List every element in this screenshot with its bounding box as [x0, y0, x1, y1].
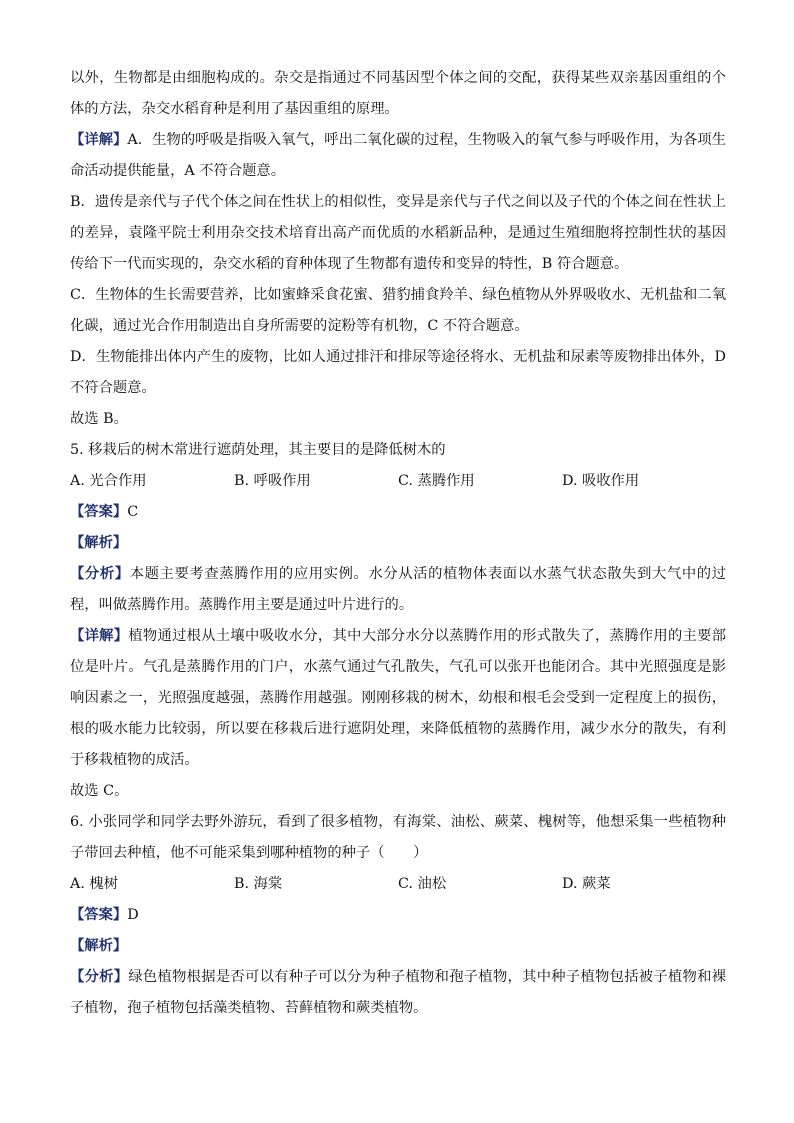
q5-fenxi-text: 本题主要考查蒸腾作用的应用实例。水分从活的植物体表面以水蒸气状态散失到大气中的过程，叫做蒸腾作用。蒸腾作用主要是通过叶片进行的。: [70, 566, 727, 613]
q5-xiangjie-text: 植物通过根从土壤中吸收水分，其中大部分水分以蒸腾作用的形式散失了，蒸腾作用的主要部位是叶片。气孔是蒸腾作用的门户，水蒸气通过气孔散失，气孔可以张开也能闭合。其中光照强度是影响因素之一，光照强度越强，蒸腾作用越强。刚刚移栽的树木，幼根和根毛会受到一定程度上的损伤，根的吸水能力比较弱，所以要在移栽后进行遮阴处理，来降低植物的蒸腾作用，减少水分的散失，有利于移栽植物的成活。: [70, 628, 727, 768]
q5-option-a: A. 光合作用: [70, 473, 147, 489]
question-6-stem: 6. 小张同学和同学去野外游玩，看到了很多植物，有海棠、油松、蕨菜、槐树等，他想采集一些植物种子带回去种植，他不可能采集到哪种植物的种子（ ）: [70, 814, 726, 861]
paragraph-conclusion-b: 故选 B。: [70, 411, 128, 427]
q6-option-b: B. 海棠: [234, 876, 283, 892]
detail-a-text: A．生物的呼吸是指吸入氧气，呼出二氧化碳的过程，生物吸入的氧气参与呼吸作用，为各项生命活动提供能量，A 不符合题意。: [70, 132, 727, 179]
page-content: [70, 63, 726, 1024]
q5-option-d: D. 吸收作用: [562, 473, 640, 489]
q6-answer-value: D: [127, 907, 139, 923]
q5-conclusion: 故选 C。: [70, 783, 129, 799]
answer-tag: 【答案】: [70, 504, 128, 520]
q5-xiangjie: [70, 621, 726, 776]
paragraph-intro: 以外，生物都是由细胞构成的。杂交是指通过不同基因型个体之间的交配，获得某些双亲基因重组的个体的方法，杂交水稻育种是利用了基因重组的原理。: [70, 70, 726, 117]
q5-fenxi: [70, 559, 726, 621]
q5-option-c: C. 蒸腾作用: [398, 473, 475, 489]
question-6-options: [70, 869, 726, 900]
analysis-tag: 【解析】: [70, 535, 128, 551]
q6-fenxi: [70, 962, 726, 1024]
q5-option-b: B. 呼吸作用: [234, 473, 311, 489]
q6-analysis-heading: [70, 931, 726, 962]
q5-answer: [70, 497, 726, 528]
xiangjie-tag: 【详解】: [70, 628, 129, 644]
detail-tag: 【详解】: [70, 132, 128, 148]
q6-option-d: D. 蕨菜: [562, 876, 611, 892]
q6-answer: [70, 900, 726, 931]
paragraph-detail-c: C．生物体的生长需要营养，比如蜜蜂采食花蜜、猎豹捕食羚羊、绿色植物从外界吸收水、无机盐和二氧化碳，通过光合作用制造出自身所需要的淀粉等有机物，C 不符合题意。: [70, 287, 726, 334]
q6-option-c: C. 油松: [398, 876, 447, 892]
question-5-stem: 5. 移栽后的树木常进行遮荫处理，其主要目的是降低树木的: [70, 442, 446, 458]
question-5-options: [70, 466, 726, 497]
q6-option-a: A. 槐树: [70, 876, 119, 892]
paragraph-detail-d: D．生物能排出体内产生的废物，比如人通过排汗和排尿等途径将水、无机盐和尿素等废物排出体外，D 不符合题意。: [70, 349, 726, 396]
fenxi-tag: 【分析】: [70, 969, 129, 985]
paragraph-detail-a: [70, 125, 726, 187]
answer-tag: 【答案】: [70, 907, 128, 923]
paragraph-detail-b: B．遗传是亲代与子代个体之间在性状上的相似性，变异是亲代与子代之间以及子代的个体之间在性状上的差异，袁隆平院士利用杂交技术培育出高产而优质的水稻新品种，是通过生殖细胞将控制性状的基因传给下一代而实现的，杂交水稻的育种体现了生物都有遗传和变异的特性，B 符合题意。: [70, 194, 726, 272]
q6-fenxi-text: 绿色植物根据是否可以有种子可以分为种子植物和孢子植物，其中种子植物包括被子植物和裸子植物，孢子植物包括藻类植物、苔藓植物和蕨类植物。: [70, 969, 727, 1016]
q5-answer-value: C: [127, 504, 139, 520]
q5-analysis-heading: [70, 528, 726, 559]
fenxi-tag: 【分析】: [70, 566, 130, 582]
analysis-tag: 【解析】: [70, 938, 128, 954]
